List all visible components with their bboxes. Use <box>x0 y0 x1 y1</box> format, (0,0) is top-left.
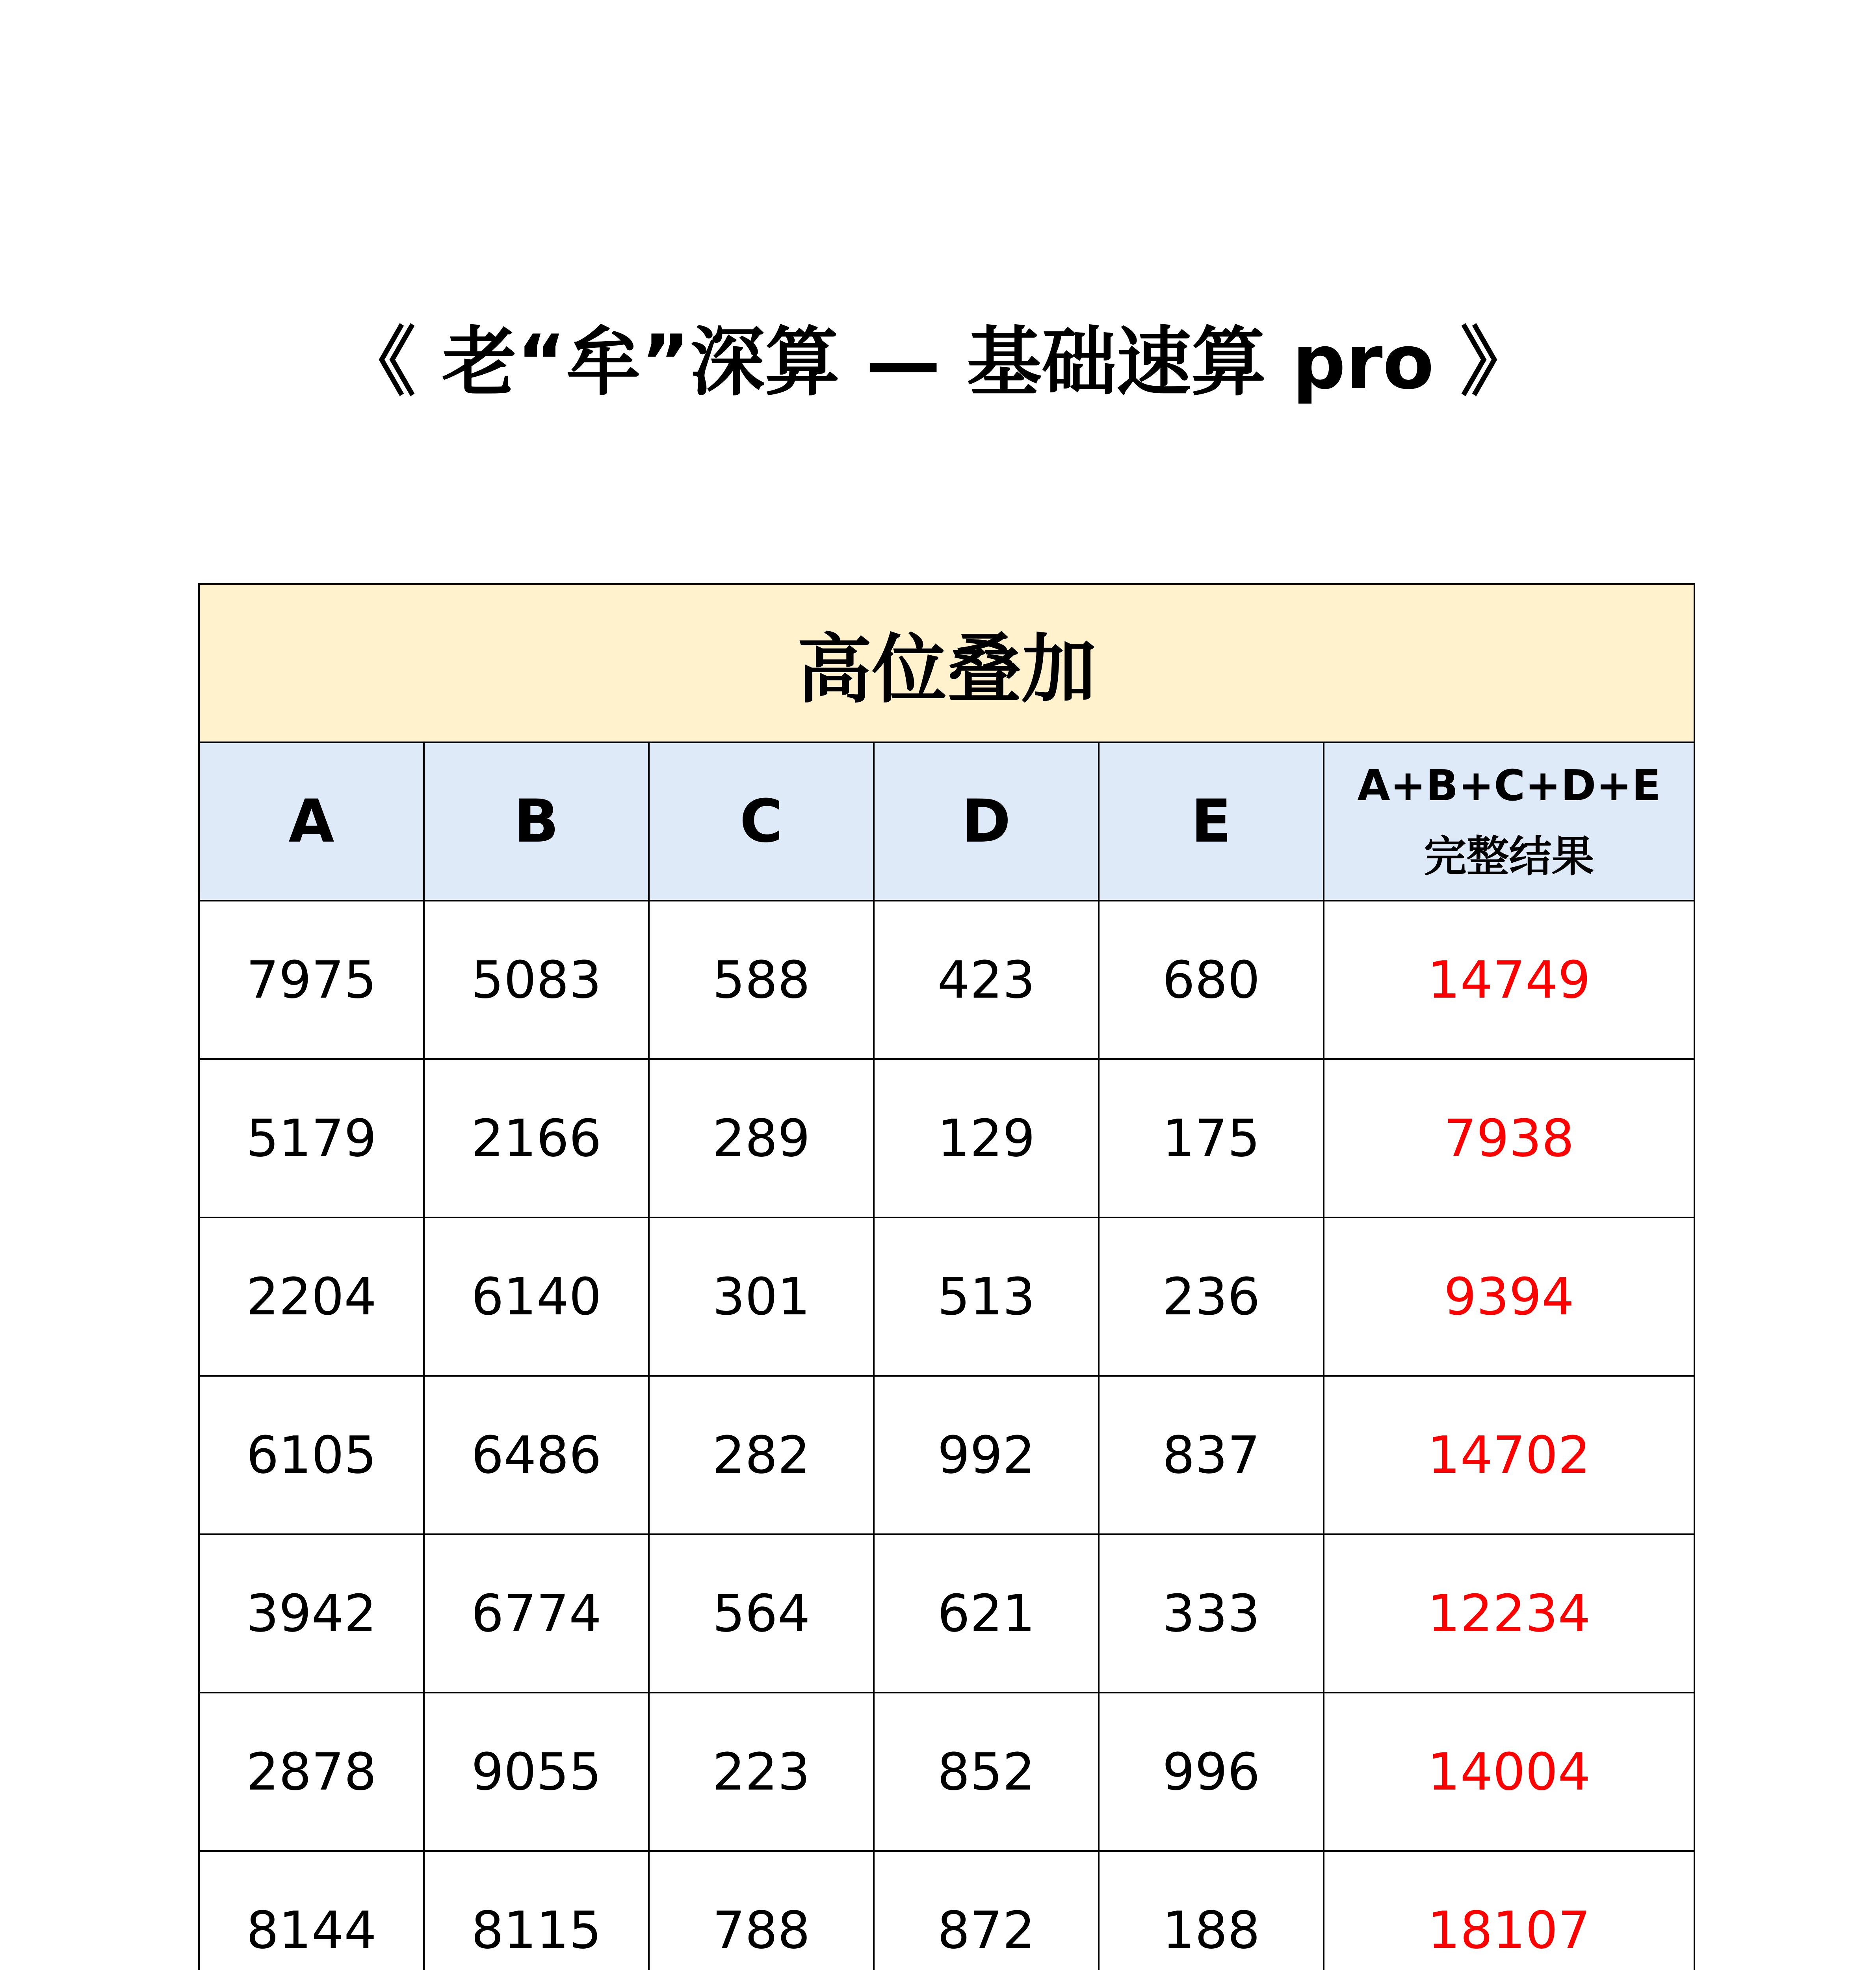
value-cell-c: 289 <box>649 1059 874 1217</box>
sum-header-formula: A+B+C+D+E <box>1357 761 1661 810</box>
value-cell-b: 6774 <box>424 1534 649 1693</box>
table-row <box>199 1217 1694 1376</box>
value-cell-a: 5179 <box>199 1059 424 1217</box>
value-cell-e: 680 <box>1099 901 1324 1059</box>
table-row <box>199 1534 1694 1693</box>
value-cell-d: 513 <box>874 1217 1099 1376</box>
value-cell-e: 837 <box>1099 1376 1324 1534</box>
value-cell-b: 2166 <box>424 1059 649 1217</box>
table-row <box>199 1376 1694 1534</box>
addition-table <box>198 583 1695 1970</box>
table-body <box>199 901 1694 1970</box>
sum-header-label: 完整结果 <box>1424 832 1594 881</box>
value-cell-c: 282 <box>649 1376 874 1534</box>
result-cell: 18107 <box>1324 1851 1694 1970</box>
result-cell: 7938 <box>1324 1059 1694 1217</box>
result-cell: 9394 <box>1324 1217 1694 1376</box>
result-cell: 12234 <box>1324 1534 1694 1693</box>
value-cell-c: 223 <box>649 1693 874 1851</box>
table-title-row <box>199 584 1694 742</box>
value-cell-a: 2878 <box>199 1693 424 1851</box>
value-cell-a: 6105 <box>199 1376 424 1534</box>
column-header-c: C <box>649 742 874 901</box>
value-cell-e: 996 <box>1099 1693 1324 1851</box>
result-cell: 14749 <box>1324 901 1694 1059</box>
value-cell-e: 236 <box>1099 1217 1324 1376</box>
column-header-a: A <box>199 742 424 901</box>
table-row <box>199 1693 1694 1851</box>
value-cell-b: 6486 <box>424 1376 649 1534</box>
result-cell: 14702 <box>1324 1376 1694 1534</box>
value-cell-b: 9055 <box>424 1693 649 1851</box>
value-cell-e: 333 <box>1099 1534 1324 1693</box>
value-cell-c: 564 <box>649 1534 874 1693</box>
value-cell-d: 129 <box>874 1059 1099 1217</box>
column-header-d: D <box>874 742 1099 901</box>
value-cell-a: 3942 <box>199 1534 424 1693</box>
value-cell-c: 301 <box>649 1217 874 1376</box>
result-cell: 14004 <box>1324 1693 1694 1851</box>
table-row <box>199 901 1694 1059</box>
value-cell-e: 175 <box>1099 1059 1324 1217</box>
value-cell-c: 588 <box>649 901 874 1059</box>
table-row <box>199 1851 1694 1970</box>
value-cell-d: 621 <box>874 1534 1099 1693</box>
value-cell-e: 188 <box>1099 1851 1324 1970</box>
column-header-row <box>199 742 1694 901</box>
value-cell-a: 8144 <box>199 1851 424 1970</box>
value-cell-b: 8115 <box>424 1851 649 1970</box>
page-title: 《 老“牟”深算 — 基础速算 pro 》 <box>341 319 1535 406</box>
column-header-e: E <box>1099 742 1324 901</box>
value-cell-c: 788 <box>649 1851 874 1970</box>
value-cell-a: 7975 <box>199 901 424 1059</box>
column-header-sum <box>1324 742 1694 901</box>
value-cell-d: 992 <box>874 1376 1099 1534</box>
value-cell-b: 6140 <box>424 1217 649 1376</box>
value-cell-a: 2204 <box>199 1217 424 1376</box>
value-cell-d: 852 <box>874 1693 1099 1851</box>
value-cell-b: 5083 <box>424 901 649 1059</box>
value-cell-d: 872 <box>874 1851 1099 1970</box>
value-cell-d: 423 <box>874 901 1099 1059</box>
column-header-b: B <box>424 742 649 901</box>
table-row <box>199 1059 1694 1217</box>
table-title: 高位叠加 <box>199 584 1694 742</box>
